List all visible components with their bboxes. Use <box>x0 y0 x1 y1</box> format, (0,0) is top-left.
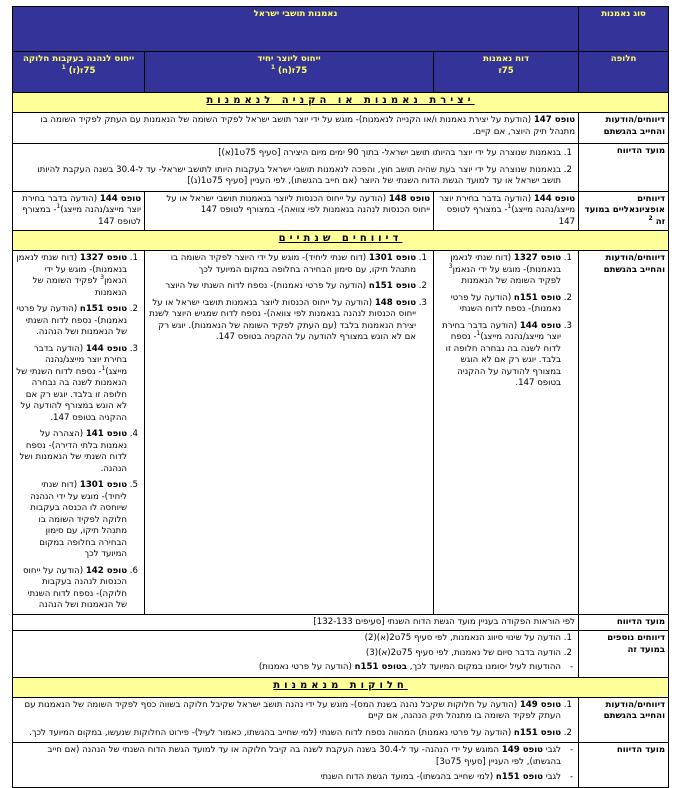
text-fragment: המוגש על ידי הנהנה- עד ל-30.4 בשנה העקבת לשנה בה קיבל חלוקה או עד למועד הגשת הדוח השנתי של הנהנה (אם חייב בהגשתו), לפי העניין [סעיף 75ט3] <box>47 745 562 767</box>
list-item: 2. בנאמנות שנוצרה על ידי יוצר בעת שהיה תושב חוץ, והפכה לנאמנות תושבי ישראל בעקבות היותו לתושב ישראל- עד ל-30.4 בשנה העקבת להיותו תושב ישראל או עד למועד הגשת הדוח השנתי של היוצר (אם חייב בהגשתו), לפי העניין [סעיף 75ט1(ג)] <box>16 165 561 188</box>
form-number: טופס 151ח <box>513 292 562 303</box>
list-item: 1. בנאמנות שנוצרה על ידי יוצר בהיותו תושב ישראל- בתוך 90 ימים מיום היצירה [סעיף 75ט1(א)] <box>16 148 561 160</box>
text-fragment: (למי שחייב בהגשתו)- במועד הגשת הדוח השנתי <box>320 772 496 782</box>
annual-trust-report-col <box>434 251 579 615</box>
option-title: דוח נאמנות <box>483 54 530 64</box>
text-fragment: לפקיד השומה של הנאמנות <box>32 276 128 298</box>
form-number: טופס 147 <box>533 115 576 125</box>
text-fragment: (הצהרה על נאמנות בלתי הדירה)- נספח לדוח השנתי של הנאמנות ושל הנהנה. <box>19 429 128 474</box>
text-fragment: (הודעה על ייחוס הכנסות ליוצר בנאמנות תושבי ישראל או על ייחוס הכנסות לנהנה בנאמנות לפי צוואה)- במצורף לטופס 147 <box>166 193 431 215</box>
form-number: טופס 1301 <box>368 253 417 263</box>
footnote-mark: 1 <box>270 63 276 71</box>
distributions-reports-row <box>13 697 669 743</box>
list-item <box>16 304 127 339</box>
form-number: טופס 144 <box>99 193 142 204</box>
list-item: 2. הודעה בדבר סיום של נאמנות, לפי סעיף 75ט2(א)(3) <box>16 648 561 660</box>
creation-reports-text <box>13 113 579 144</box>
creation-reports-row <box>13 113 669 144</box>
optional-beneficiary <box>13 191 145 231</box>
text-fragment: (הודעה בדבר בחירת יוצר מייצג/נהנה מייצג) <box>442 320 562 342</box>
option-label: חלופה <box>579 52 669 93</box>
distributions-deadline-row <box>13 743 669 788</box>
optional-single-creator <box>145 191 434 231</box>
text-fragment: - במצורף לטופס 147 <box>22 205 142 227</box>
text-fragment: (הודעה על ייחוס הכנסות לנהנה בעקבות חלוקה)- נספח לדוח השנתי של הנאמנות ושל הנהנה <box>22 565 128 610</box>
form-number: טופס 151ח <box>368 281 417 291</box>
footnote-mark: 1 <box>476 330 481 338</box>
form-number: טופס 149 <box>501 745 543 755</box>
optional-trust-report <box>434 191 579 231</box>
form-number: טופס 144 <box>533 193 576 204</box>
annual-deadline-text: לפי הוראות הפקודה בעניין מועד הגשת הדוח השנתי [סעיפים 132-133] <box>13 614 579 631</box>
annual-additional-row <box>13 631 669 678</box>
text-fragment <box>13 93 669 113</box>
row-label <box>579 191 669 231</box>
distributions-deadline-list <box>13 743 579 788</box>
trust-reporting-table <box>12 6 669 788</box>
option-beneficiary-distribution <box>13 52 145 93</box>
text-fragment: (הודעה על ייחוס הכנסות ליוצר בנאמנות תושבי ישראל או על ייחוס הכנסות לנהנה בנאמנות לפי צוואה)- נספח לדוח שמגיש היוצר לשנת יצירת הנאמנות בלבד (עם העתק לפקיד השומה של הנאמנות). יוגש רק אם לא הוגש במצורף להודעה על ההקניה בטופס 147. <box>149 297 417 342</box>
header-row-2 <box>13 52 669 93</box>
list-item <box>16 662 561 674</box>
list-item <box>16 772 561 784</box>
form-number: טופס 1327 <box>79 253 128 263</box>
annual-additional-list <box>13 631 579 678</box>
list-item <box>437 253 561 288</box>
distributions-reports-list <box>13 697 579 743</box>
text-fragment: (הודעת על יצירת נאמנות ו/או הקנייה לנאמנות)- מוגש על ידי יוצר תושב ישראל לפקיד השומה של הנאמנות עם העתק לפקיד השומה בו מתנהל תיק היוצר, אם קיים. <box>40 115 576 137</box>
trust-group-title: נאמנות תושבי ישראל <box>13 7 579 52</box>
text-fragment: - במצורף לטופס 147 <box>446 205 576 227</box>
footnote-mark: 1 <box>61 63 66 71</box>
section-title: חלוקות מנאמנות <box>273 679 408 691</box>
list-item <box>148 281 416 293</box>
footnote-mark: 2 <box>648 214 653 222</box>
option-single-creator <box>145 52 434 93</box>
text-fragment: לפקיד השומה של הנאמנות <box>461 276 562 286</box>
section-creation <box>13 93 669 113</box>
annual-reports-row <box>13 251 669 615</box>
text-fragment: דיווחים אופציונאליים במועד זה <box>584 193 666 227</box>
row-label: דיווחים/הודעות והחייב בהגשתם <box>579 697 669 743</box>
creation-deadline-row <box>13 144 669 192</box>
form-number: בטופס 151ח <box>354 662 407 672</box>
form-number: טופס 148 <box>374 297 417 308</box>
text-fragment: (דוח שנתי ליחיד)- מוגש על ידי הנהנה שיוחסה לו הכנסה בעקבות חלוקה לפקיד השומה בו מתנהל תיקו, עם סימון הבחירה בחלופה במקום המיועד לכך <box>30 480 128 559</box>
option-trust-report <box>434 52 579 93</box>
option-section: 75ז <box>498 65 514 76</box>
text-fragment: (הודעה על חלוקות שקיבל נהנה בשנת המס)- מוגש על ידי נהנה תושב ישראל שקיבל חלוקה בשווה כסף לפקיד השומה של הנאמנות עם העתק לפקיד השומה בו מתנהל תיק הנהנה, אם קיים <box>24 699 562 721</box>
trust-type-label: סוג נאמנות <box>579 7 669 52</box>
section-title: דיווחים שנתיים <box>278 233 403 244</box>
text-fragment: (דוח שנתי לנאמן בנאמנות)- מוגש על ידי הנאמן <box>16 253 128 286</box>
footnote-mark: 1 <box>507 203 512 211</box>
list-item <box>16 253 127 299</box>
footnote-mark: 3 <box>448 262 453 270</box>
text-fragment: (הודעה בדבר בחירת יוצר מייצג/נהנה מייצג) <box>22 193 142 215</box>
footnote-mark: 3 <box>100 274 105 282</box>
text-fragment <box>13 231 669 251</box>
list-item <box>16 429 127 475</box>
list-item <box>148 298 416 344</box>
text-fragment: לגבי <box>542 745 562 755</box>
list-item <box>16 700 561 723</box>
option-section: 75ז(ז) <box>68 65 96 76</box>
row-label: מועד הדיווח <box>579 144 669 192</box>
form-number: טופס 151ח <box>495 772 543 782</box>
text-fragment: ההודעות לעיל יסומנו במקום המיועד לכך, <box>406 662 562 672</box>
option-title: ייחוס לנהנה בעקבות חלוקה <box>22 54 135 64</box>
list-item <box>437 293 561 316</box>
form-number: טופס 151ח <box>79 304 128 314</box>
text-fragment <box>148 63 430 78</box>
row-label: דיווחים נוספים במועד זה <box>579 631 669 678</box>
list-item <box>437 321 561 390</box>
text-fragment: - נספח לדוח לשנה בה נבחרה חלופה זו בלבד. יוגש רק אם לא הוגש במצורף להודעה על ההקניה בטופס 147. <box>445 332 562 388</box>
row-label: דיווחים/הודעות והחייב בהגשתם <box>579 251 669 615</box>
form-number: טופס 144 <box>85 343 128 354</box>
text-fragment: (הודעה בדבר בחירת יוצר מייצג/נהנה מייצג) <box>33 343 128 377</box>
annual-deadline-row <box>13 614 669 631</box>
text-fragment: לגבי <box>542 772 562 782</box>
row-label: מועד הדיווח <box>579 743 669 788</box>
section-annual <box>13 231 669 251</box>
annual-beneficiary-col <box>13 251 145 615</box>
option-section: 75ז(ח) <box>278 65 308 76</box>
option-title: ייחוס ליוצר יחיד <box>257 54 321 64</box>
form-number: טופס 148 <box>388 193 431 204</box>
form-number: טופס 141 <box>85 429 128 439</box>
form-number: טופס 142 <box>85 565 128 576</box>
list-item <box>16 745 561 768</box>
list-item <box>16 344 127 425</box>
form-number: טופס 151ח <box>513 727 562 738</box>
text-fragment <box>16 63 141 78</box>
list-item <box>148 253 416 276</box>
section-title: יצירת נאמנות או הקניה לנאמנות <box>206 95 475 106</box>
text-fragment: (הודעה על פרטי נאמנות)- נספח לדוח השנתי <box>450 292 562 314</box>
text-fragment <box>13 677 669 697</box>
text-fragment: (הודעה על פרטי נאמנות) <box>258 662 355 672</box>
form-number: טופס 144 <box>519 320 562 331</box>
list-item: 1. הודעה על שינוי סיווג הנאמנות, לפי סעיף 75ט2(א)(2) <box>16 633 561 645</box>
text-fragment: (הודעה על פרטי נאמנות)- נספח לדוח השנתי של היוצר <box>165 281 369 291</box>
text-fragment: (דוח שנתי ליחיד)- מוגש על ידי היוצר לפקיד השומה בו מתנהל תיקו, עם סימון הבחירה בחלופה במקום המיועד לכך <box>170 253 417 275</box>
row-label: מועד הדיווח <box>579 614 669 631</box>
form-number: טופס 149 <box>519 699 562 710</box>
list-item <box>16 566 127 612</box>
list-item <box>16 728 561 740</box>
list-item <box>16 480 127 561</box>
footnote-mark: 1 <box>101 364 106 372</box>
annual-single-creator-col <box>145 251 434 615</box>
footnote-mark: 1 <box>56 203 61 211</box>
form-number: טופס 1301 <box>79 480 128 490</box>
creation-deadline-list <box>13 144 579 192</box>
creation-optional-row <box>13 191 669 231</box>
form-number: טופס 1327 <box>513 253 562 263</box>
text-fragment: (הודעה על פרטי נאמנות)- נספח לדוח השנתי של הנאמנות ושל הנהנה. <box>16 304 128 337</box>
text-fragment: (הודעה בדבר בחירת יוצר מייצג/נהנה מייצג) <box>439 193 576 215</box>
text-fragment: - נספח לדוח השנתי של הנאמנות לשנה בה נבחרה חלופה זו בלבד. יוגש רק אם לא הוגש במצורף להודעה על ההקניה בטופס 147. <box>16 366 128 423</box>
text-fragment: (הודעה על פרטי נאמנות) המהווה נספח לדוח השנתי (למי שחייב בהגשתו, כאמור לעיל)- פירוט החלוקות שנעשו, במקום המיועד לכך. <box>29 727 514 738</box>
section-distributions <box>13 677 669 697</box>
row-label: דיווחים/הודעות והחייב בהגשתם <box>579 113 669 144</box>
header-row-1 <box>13 7 669 52</box>
text-fragment: (דוח שנתי לנאמן בנאמנות)- מוגש על ידי הנאמן <box>450 253 562 275</box>
